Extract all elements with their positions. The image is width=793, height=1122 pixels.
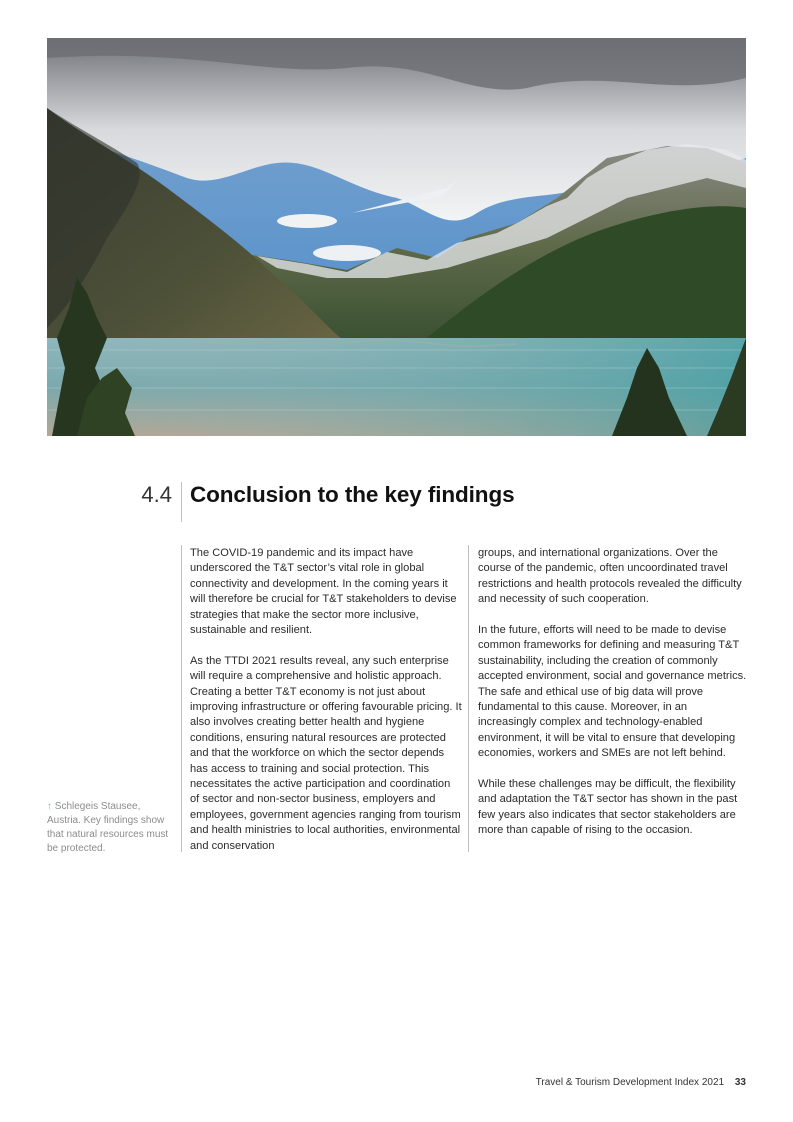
body-column-left [190, 546, 462, 870]
paragraph: While these challenges may be difficult, the flexibility and adaptation the T&T sector has shown in the past few years also indicates that sector stakeholders are more than capable of rising to the occasion. [478, 778, 738, 837]
body-left-rule [181, 545, 182, 852]
photo-caption [47, 800, 173, 856]
column-divider [468, 545, 469, 852]
paragraph: In the future, efforts will need to be made to devise common frameworks for defining and measuring T&T sustainability, including the creation of commonly accepted environment, social and governance metrics. The safe and ethical use of big data will prove fundamental to this cause. Moreover, in an increasingly complex and technology-enabled environment, it will be vital to ensure that developing economies, workers and SMEs are not left behind. [478, 624, 747, 760]
paragraph: The COVID-19 pandemic and its impact have underscored the T&T sector’s vital role in global connectivity and development. In the coming years it will therefore be crucial for T&T stakeholders to devise strategies that make the sector more inclusive, sustainable and resilient. [190, 547, 457, 637]
section-heading-row [0, 480, 793, 520]
hero-photo [47, 38, 746, 436]
caption-text: Schlegeis Stausee, Austria. Key findings show that natural resources must be protected. [47, 801, 169, 854]
arrow-up-icon: ↑ [47, 801, 52, 812]
page-footer [536, 1077, 746, 1088]
heading-divider [181, 482, 182, 522]
section-number: 4.4 [141, 482, 172, 507]
paragraph: groups, and international organizations. Over the course of the pandemic, often uncoordinated travel restrictions and health protocols revealed the difficulty and necessity of such cooperation. [478, 547, 742, 606]
page-number: 33 [734, 1077, 746, 1088]
paragraph: As the TTDI 2021 results reveal, any such enterprise will require a comprehensive and holistic approach. Creating a better T&T economy is not just about improving infrastructure or offering favourable pricing. It also involves creating better health and hygiene conditions, ensuring natural resources are protected and that the workforce on which the sector depends has access to training and social protection. This necessitates the active participation and coordination of sector and non-sector business, employers and employees, government agencies ranging from tourism and health ministries to local authorities, environmental and conservation [190, 654, 462, 852]
body-column-right [478, 546, 748, 854]
section-title: Conclusion to the key findings [190, 482, 515, 507]
footer-publication-title: Travel & Tourism Development Index 2021 [535, 1077, 725, 1088]
